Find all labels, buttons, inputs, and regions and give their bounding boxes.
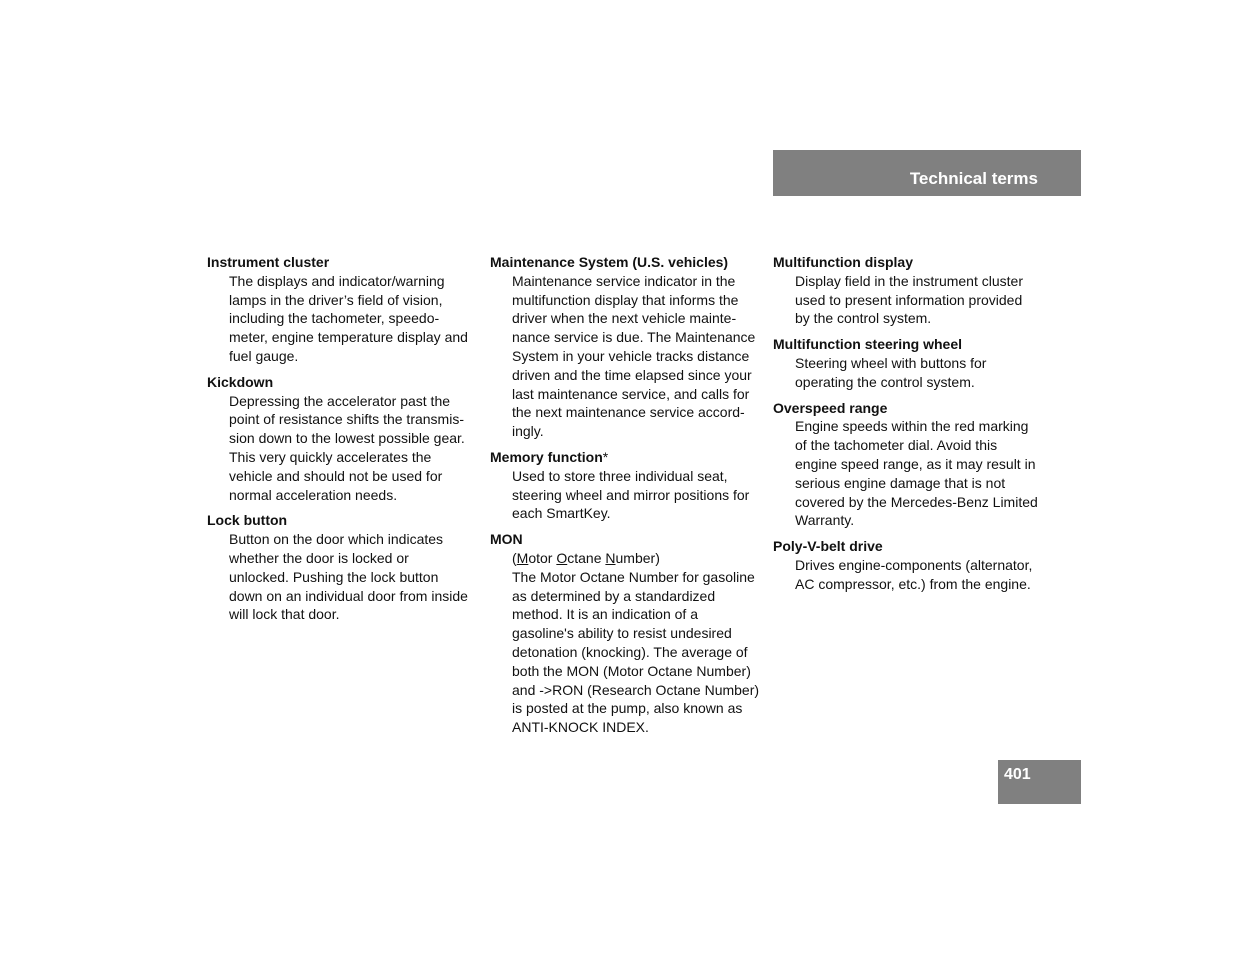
definition-line: covered by the Mercedes-Benz Limited <box>795 493 1038 510</box>
page-number-box <box>998 760 1081 804</box>
definition-line: engine speed range, as it may result in <box>795 455 1036 472</box>
definition-line: unlocked. Pushing the lock button <box>229 568 439 585</box>
glossary-column-1 <box>207 253 475 631</box>
glossary-term: Lock button <box>207 512 288 529</box>
glossary-term: Multifunction steering wheel <box>773 336 963 353</box>
glossary-term: Poly-V-belt drive <box>773 538 883 555</box>
definition-line: as determined by a standardized <box>512 587 716 604</box>
page-number: 401 <box>1004 766 1031 783</box>
definition-line: fuel gauge. <box>229 347 299 364</box>
glossary-entry-kickdown <box>207 373 475 505</box>
definition-line: Maintenance service indicator in the <box>512 272 736 289</box>
definition-line: Depressing the accelerator past the <box>229 392 451 409</box>
glossary-definition <box>512 467 758 523</box>
definition-line: This very quickly accelerates the <box>229 448 432 465</box>
definition-line: Engine speeds within the red marking <box>795 418 1029 435</box>
glossary-term: Multifunction display <box>773 254 913 270</box>
glossary-definition <box>795 417 1041 530</box>
definition-line: whether the door is locked or <box>229 549 409 566</box>
definition-line: Warranty. <box>795 512 855 529</box>
abbr-word-rest: otor <box>528 549 557 566</box>
definition-line: driven and the time elapsed since your <box>512 366 752 383</box>
definition-line: System in your vehicle tracks distance <box>512 347 750 364</box>
glossary-entry-multifunction-display <box>773 253 1041 328</box>
definition-line: point of resistance shifts the transmis- <box>229 411 464 428</box>
definition-line: Drives engine-components (alternator, <box>795 556 1033 573</box>
definition-line: ANTI-KNOCK INDEX. <box>512 719 649 736</box>
glossary-definition <box>795 272 1041 328</box>
definition-line: The displays and indicator/warning <box>229 272 445 289</box>
definition-line: steering wheel and mirror positions for <box>512 486 750 503</box>
definition-line: Display field in the instrument cluster <box>795 272 1023 289</box>
definition-line: used to present information provided <box>795 291 1023 308</box>
glossary-term: Kickdown <box>207 373 274 390</box>
abbr-word-rest: ctane <box>567 549 606 566</box>
glossary-entry-multifunction-steering-wheel <box>773 335 1041 391</box>
definition-line: including the tachometer, speedo- <box>229 310 440 327</box>
section-title: Technical terms <box>909 169 1038 188</box>
glossary-entry-memory-function <box>490 448 758 523</box>
definition-line: and ->RON (Research Octane Number) <box>512 681 760 698</box>
glossary-definition <box>229 272 475 366</box>
glossary-entry-instrument-cluster <box>207 253 475 366</box>
abbr-paren: ( <box>512 549 517 566</box>
abbr-letter: O <box>556 549 568 566</box>
definition-line: operating the control system. <box>795 373 975 390</box>
definition-line: both the MON (Motor Octane Number) <box>512 662 751 679</box>
definition-line: serious engine damage that is not <box>795 474 1006 491</box>
glossary-entry-mon <box>490 530 758 737</box>
definition-line: driver when the next vehicle mainte- <box>512 310 737 327</box>
section-header <box>773 150 1081 196</box>
glossary-entry-overspeed-range <box>773 399 1041 531</box>
definition-line: method. It is an indication of a <box>512 606 698 623</box>
definition-line: ingly. <box>512 423 544 440</box>
glossary-term <box>490 448 758 467</box>
definition-line: last maintenance service, and calls for <box>512 385 750 402</box>
abbreviation-expansion <box>512 549 758 568</box>
glossary-definition <box>795 354 1041 392</box>
glossary-term: MON <box>490 531 523 548</box>
definition-line: down on an individual door from inside <box>229 587 468 604</box>
optional-equipment-asterisk: * <box>602 448 609 465</box>
definition-line: will lock that door. <box>229 606 340 623</box>
definition-line: gasoline's ability to resist undesired <box>512 625 732 642</box>
glossary-entry-poly-v-belt-drive <box>773 537 1041 593</box>
glossary-definition <box>512 272 758 441</box>
definition-line: meter, engine temperature display and <box>229 329 468 346</box>
abbr-letter: N <box>605 549 616 566</box>
glossary-term: Maintenance System (U.S. vehicles) <box>490 254 729 270</box>
definition-line: is posted at the pump, also known as <box>512 700 743 717</box>
glossary-term: Overspeed range <box>773 399 888 416</box>
glossary-definition <box>795 556 1041 594</box>
definition-line: normal acceleration needs. <box>229 486 398 503</box>
definition-line: detonation (knocking). The average of <box>512 643 748 660</box>
definition-line: The Motor Octane Number for gasoline <box>512 568 755 585</box>
definition-line: lamps in the driver’s field of vision, <box>229 291 443 308</box>
glossary-entry-lock-button <box>207 511 475 624</box>
definition-line: of the tachometer dial. Avoid this <box>795 437 998 454</box>
definition-line: Steering wheel with buttons for <box>795 354 987 371</box>
definition-line: each SmartKey. <box>512 505 611 522</box>
glossary-term-text: Memory function <box>490 448 603 465</box>
definition-line: vehicle and should not be used for <box>229 467 443 484</box>
definition-line: nance service is due. The Maintenance <box>512 329 756 346</box>
glossary-column-3 <box>773 253 1041 601</box>
glossary-definition <box>512 549 758 737</box>
definition-line: AC compressor, etc.) from the engine. <box>795 575 1031 592</box>
glossary-definition <box>229 530 475 624</box>
definition-line: Used to store three individual seat, <box>512 467 728 484</box>
abbr-letter: M <box>516 549 529 566</box>
definition-line: sion down to the lowest possible gear. <box>229 430 465 447</box>
abbr-word-rest: umber) <box>615 549 660 566</box>
glossary-definition <box>229 392 475 505</box>
glossary-entry-maintenance-system <box>490 253 758 441</box>
definition-line: by the control system. <box>795 310 932 327</box>
definition-line: Button on the door which indicates <box>229 531 444 548</box>
definition-line: the next maintenance service accord- <box>512 404 745 421</box>
definition-line: multifunction display that informs the <box>512 291 739 308</box>
glossary-column-2 <box>490 253 758 744</box>
glossary-term: Instrument cluster <box>207 254 330 270</box>
